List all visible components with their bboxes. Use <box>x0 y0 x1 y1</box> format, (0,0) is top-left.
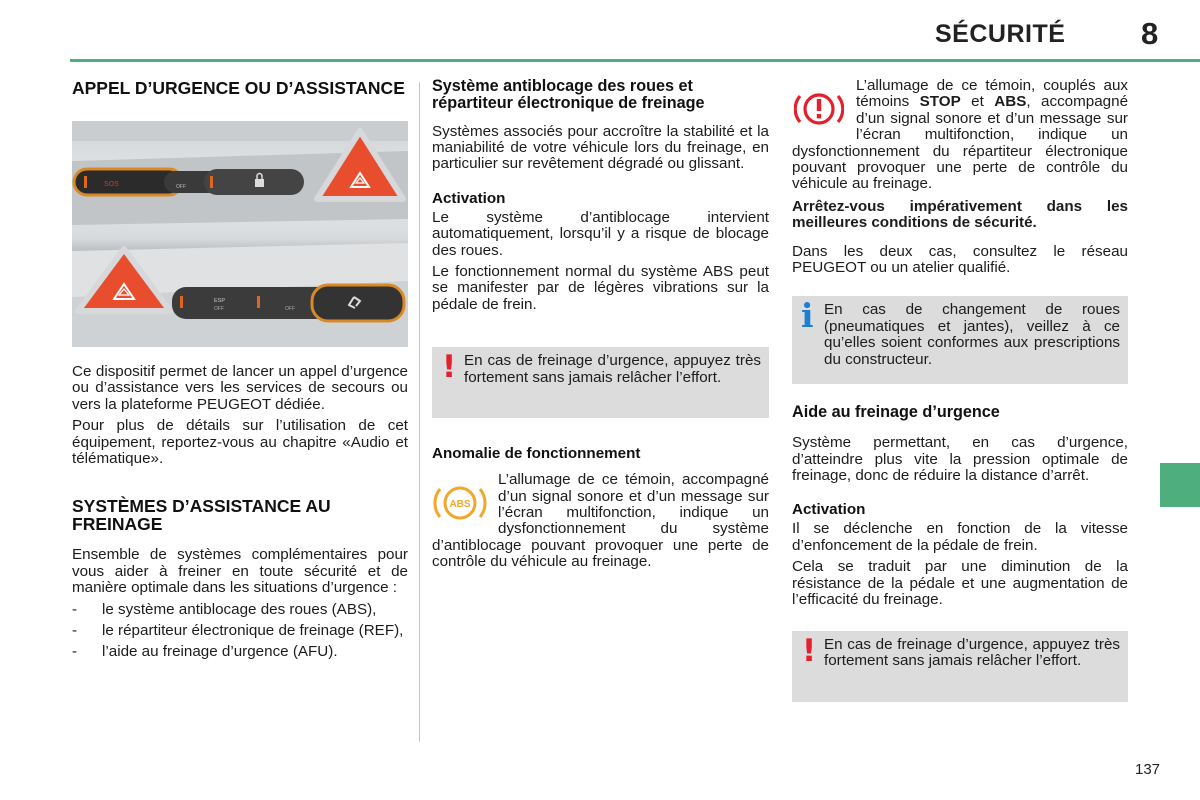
dashboard-buttons-photo <box>72 121 408 347</box>
stop-instruction: Arrêtez-vous impérativement dans les meilleures conditions de sécurité. <box>792 197 1128 232</box>
ref-fault-paragraph: L’allumage de ce témoin, couplés aux témoins STOP et ABS, accompagné d’un signal sonore et d’un message sur l’écran multifonction, indique un dysfonctionnement du répartiteur électronique pouvant provoquer une perte de contrôle du véhicule au freinage. <box>792 77 1129 193</box>
esp-label: ESP <box>214 298 226 304</box>
emergency-paragraph-2: Pour plus de détails sur l’utilisation de cet équipement, reportez-vous au chapitre «Audio et télématique». <box>72 417 408 468</box>
abs-anomaly-paragraph: L’allumage de ce témoin, accompagné d’un signal sonore et d’un message sur l’écran multifonction, indique un dysfonctionnement du système d’antiblocage pouvant provoquer une perte de contrôle du véhicule au freinage. <box>432 471 769 571</box>
off-label-2: OFF <box>214 306 224 312</box>
warning-note <box>432 347 769 418</box>
abs-warning-icon <box>432 478 488 528</box>
afu-intro-paragraph: Système permettant, en cas d’urgence, d’atteindre plus vite la pression optimale de freinage, donc de réduire la distance d’arrêt. <box>792 434 1128 485</box>
warning-note <box>792 631 1128 702</box>
section-title: SÉCURITÉ <box>935 20 1066 48</box>
brake-systems-intro: Ensemble de systèmes complémentaires pour vous aider à freiner en toute sécurité et de manière optimale dans les situations d’urgence : <box>72 546 408 597</box>
activation-title: Activation <box>432 189 506 207</box>
afu-activation-title: Activation <box>792 501 866 519</box>
abs-activation-paragraph: Le système d’antiblocage intervient automatiquement, lorsqu’il y a risque de blocage des roues. <box>432 208 769 259</box>
brake-warning-icon <box>794 86 844 132</box>
column-1 <box>72 78 408 666</box>
heading-emergency-call: APPEL D’URGENCE OU D’ASSISTANCE <box>72 78 405 98</box>
heading-abs-ref: Système antiblocage des roues et répartiteur électronique de freinage <box>432 77 705 112</box>
anomaly-title: Anomalie de fonctionnement <box>432 445 641 463</box>
header-rule <box>70 59 1200 62</box>
column-divider <box>419 82 420 742</box>
info-note-text: En cas de changement de roues (pneumatiques et jantes), veillez à ce qu’elles soient conformes aux prescriptions du constructeur. <box>824 301 1120 368</box>
column-3 <box>792 78 1128 702</box>
column-2 <box>432 78 769 576</box>
warning-note-text: En cas de freinage d’urgence, appuyez très fortement sans jamais relâcher l’effort. <box>464 352 761 386</box>
off-label-3: OFF <box>285 306 295 312</box>
afu-trigger-paragraph: Il se déclenche en fonction de la vitesse d’enfoncement de la pédale de frein. <box>792 520 1128 554</box>
consult-dealer-paragraph: Dans les deux cas, consultez le réseau PEUGEOT ou un atelier qualifié. <box>792 242 1128 277</box>
warning-note-text: En cas de freinage d’urgence, appuyez très fortement sans jamais relâcher l’effort. <box>824 635 1120 669</box>
lock-button <box>204 169 304 195</box>
list-item: - le système antiblocage des roues (ABS), <box>72 600 377 618</box>
list-item: - le répartiteur électronique de freinage (REF), <box>72 622 404 640</box>
heading-emergency-brake-assist: Aide au freinage d’urgence <box>792 403 1000 422</box>
list-item: - l’aide au freinage d’urgence (AFU). <box>72 643 338 661</box>
warning-exclamation-icon: ! <box>802 632 817 669</box>
emergency-paragraph-1: Ce dispositif permet de lancer un appel d’urgence ou d’assistance vers les services de secours ou vers la plateforme PEUGEOT dédiée. <box>72 363 408 413</box>
abs-intro-paragraph: Systèmes associés pour accroître la stabilité et la maniabilité de votre véhicule lors du freinage, en particulier sur revêtement dégradé ou glissant. <box>432 122 769 173</box>
afu-effect-paragraph: Cela se traduit par une diminution de la résistance de la pédale et une augmentation de l’efficacité du freinage. <box>792 558 1128 609</box>
warning-exclamation-icon: ! <box>442 349 457 386</box>
lock-icon <box>255 179 264 187</box>
abs-icon-label: ABS <box>449 499 471 511</box>
chapter-tab <box>1160 463 1200 507</box>
heading-brake-assist-systems: SYSTÈMES D’ASSISTANCE AU FREINAGE <box>72 496 331 535</box>
info-icon: i <box>801 296 814 336</box>
off-label-1: OFF <box>176 184 186 190</box>
chapter-number: 8 <box>1141 16 1159 51</box>
page-number: 137 <box>1135 761 1161 778</box>
info-note <box>792 296 1128 384</box>
abs-vibration-paragraph: Le fonctionnement normal du système ABS peut se manifester par de légères vibrations sur la pédale de frein. <box>432 263 769 313</box>
abs-indicator-label: ABS <box>994 93 1027 111</box>
stop-indicator-label: STOP <box>919 93 961 111</box>
sos-label: SOS <box>104 181 119 188</box>
dashboard-buttons-illustration <box>72 121 408 347</box>
